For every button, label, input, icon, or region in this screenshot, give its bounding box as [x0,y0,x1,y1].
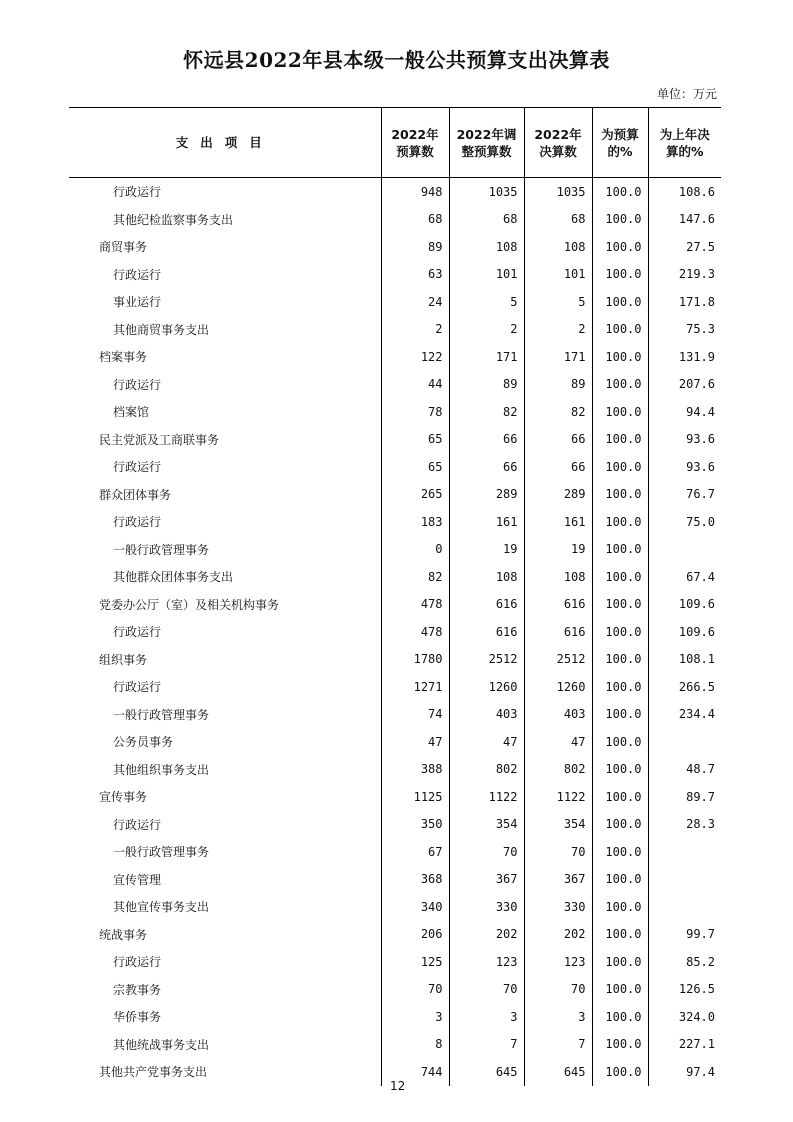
row-final: 403 [524,701,592,729]
row-adjusted: 47 [449,728,524,756]
row-pct-last [648,838,721,866]
table-row [69,838,721,866]
row-pct-last: 227.1 [648,1031,721,1059]
row-final: 802 [524,756,592,784]
row-item-name: 一般行政管理事务 [113,542,210,557]
row-pct-last: 28.3 [648,811,721,839]
row-item-name: 民主党派及工商联事务 [99,432,220,447]
row-pct-budget: 100.0 [592,288,648,316]
row-pct-last: 75.3 [648,316,721,344]
row-budget: 206 [381,921,449,949]
row-pct-last [648,728,721,756]
row-item-name: 行政运行 [113,460,162,475]
row-adjusted: 2512 [449,646,524,674]
row-pct-last: 207.6 [648,371,721,399]
row-adjusted: 289 [449,481,524,509]
row-adjusted: 68 [449,206,524,234]
row-budget: 1125 [381,783,449,811]
row-adjusted: 89 [449,371,524,399]
row-adjusted: 403 [449,701,524,729]
row-pct-last: 109.6 [648,591,721,619]
expenditure-table [69,107,721,1086]
row-final: 19 [524,536,592,564]
row-pct-budget: 100.0 [592,563,648,591]
table-row [69,426,721,454]
row-pct-budget: 100.0 [592,866,648,894]
row-adjusted: 354 [449,811,524,839]
row-budget: 65 [381,453,449,481]
row-budget: 74 [381,701,449,729]
row-adjusted: 5 [449,288,524,316]
table-row [69,1031,721,1059]
row-final: 616 [524,618,592,646]
row-final: 66 [524,453,592,481]
row-adjusted: 7 [449,1031,524,1059]
row-budget: 368 [381,866,449,894]
header-item: 支出项目 [69,108,381,178]
row-adjusted: 101 [449,261,524,289]
row-final: 1035 [524,178,592,206]
table-row [69,233,721,261]
row-final: 82 [524,398,592,426]
row-item-name: 档案事务 [99,350,148,365]
table-row [69,536,721,564]
row-item-name: 党委办公厅（室）及相关机构事务 [99,597,280,612]
table-row [69,811,721,839]
row-pct-budget: 100.0 [592,921,648,949]
row-pct-last: 126.5 [648,976,721,1004]
row-item-name: 其他统战事务支出 [113,1037,210,1052]
table-row [69,618,721,646]
row-item-name: 其他组织事务支出 [113,762,210,777]
row-adjusted: 616 [449,618,524,646]
row-pct-budget: 100.0 [592,838,648,866]
row-pct-last: 93.6 [648,453,721,481]
row-pct-last: 85.2 [648,948,721,976]
row-budget: 183 [381,508,449,536]
row-budget: 82 [381,563,449,591]
row-item-name: 行政运行 [113,955,162,970]
row-pct-budget: 100.0 [592,481,648,509]
row-budget: 265 [381,481,449,509]
row-adjusted: 1260 [449,673,524,701]
table-row [69,398,721,426]
row-budget: 24 [381,288,449,316]
row-final: 89 [524,371,592,399]
table-row [69,481,721,509]
row-pct-budget: 100.0 [592,976,648,1004]
table-row [69,976,721,1004]
row-item-name: 其他商贸事务支出 [113,322,210,337]
row-pct-last: 324.0 [648,1003,721,1031]
row-item-name: 事业运行 [113,295,162,310]
row-item-name: 统战事务 [99,927,148,942]
table-row [69,783,721,811]
row-pct-budget: 100.0 [592,343,648,371]
row-pct-budget: 100.0 [592,1003,648,1031]
row-pct-budget: 100.0 [592,756,648,784]
row-pct-budget: 100.0 [592,618,648,646]
table-row [69,261,721,289]
row-item-name: 其他宣传事务支出 [113,900,210,915]
row-adjusted: 108 [449,233,524,261]
row-pct-last: 94.4 [648,398,721,426]
row-final: 47 [524,728,592,756]
row-item-name: 行政运行 [113,817,162,832]
row-budget: 65 [381,426,449,454]
row-final: 354 [524,811,592,839]
row-item-name: 商贸事务 [99,240,148,255]
row-pct-budget: 100.0 [592,591,648,619]
row-budget: 8 [381,1031,449,1059]
row-adjusted: 3 [449,1003,524,1031]
row-pct-last: 234.4 [648,701,721,729]
table-row [69,866,721,894]
row-final: 202 [524,921,592,949]
table-row [69,206,721,234]
row-adjusted: 2 [449,316,524,344]
row-adjusted: 171 [449,343,524,371]
table-row [69,893,721,921]
row-budget: 388 [381,756,449,784]
table-row [69,646,721,674]
row-pct-last: 99.7 [648,921,721,949]
table-row [69,508,721,536]
row-budget: 122 [381,343,449,371]
row-pct-budget: 100.0 [592,178,648,206]
row-pct-last: 131.9 [648,343,721,371]
row-adjusted: 616 [449,591,524,619]
row-adjusted: 645 [449,1058,524,1086]
row-budget: 1271 [381,673,449,701]
row-item-name: 宗教事务 [113,982,162,997]
row-final: 5 [524,288,592,316]
row-final: 330 [524,893,592,921]
row-pct-last: 147.6 [648,206,721,234]
row-pct-last: 75.0 [648,508,721,536]
table-row [69,728,721,756]
row-pct-budget: 100.0 [592,1058,648,1086]
row-budget: 125 [381,948,449,976]
row-budget: 1780 [381,646,449,674]
row-item-name: 行政运行 [113,267,162,282]
row-pct-last: 67.4 [648,563,721,591]
table-row [69,701,721,729]
row-pct-last: 108.6 [648,178,721,206]
row-item-name: 行政运行 [113,680,162,695]
row-final: 70 [524,976,592,1004]
row-pct-budget: 100.0 [592,398,648,426]
row-item-name: 其他纪检监察事务支出 [113,212,234,227]
table-row [69,1003,721,1031]
row-budget: 89 [381,233,449,261]
row-item-name: 华侨事务 [113,1010,162,1025]
row-budget: 47 [381,728,449,756]
table-row [69,178,721,206]
row-budget: 44 [381,371,449,399]
row-pct-budget: 100.0 [592,811,648,839]
row-final: 108 [524,233,592,261]
row-pct-budget: 100.0 [592,1031,648,1059]
table-row [69,756,721,784]
row-item-name: 行政运行 [113,515,162,530]
row-adjusted: 19 [449,536,524,564]
row-pct-budget: 100.0 [592,453,648,481]
row-adjusted: 66 [449,453,524,481]
row-final: 367 [524,866,592,894]
row-item-name: 行政运行 [113,185,162,200]
row-item-name: 一般行政管理事务 [113,707,210,722]
row-item-name: 行政运行 [113,377,162,392]
table-row [69,316,721,344]
row-pct-last [648,893,721,921]
row-budget: 744 [381,1058,449,1086]
row-final: 2512 [524,646,592,674]
table-row [69,453,721,481]
row-adjusted: 1035 [449,178,524,206]
row-adjusted: 202 [449,921,524,949]
unit-label: 单位：万元 [656,87,717,101]
row-pct-last: 219.3 [648,261,721,289]
row-pct-budget: 100.0 [592,371,648,399]
row-pct-last: 76.7 [648,481,721,509]
page-number: 12 [390,1079,406,1093]
row-item-name: 群众团体事务 [99,487,172,502]
row-item-name: 其他共产党事务支出 [99,1065,208,1080]
row-adjusted: 82 [449,398,524,426]
row-pct-budget: 100.0 [592,673,648,701]
table-row [69,673,721,701]
row-pct-budget: 100.0 [592,783,648,811]
header-pct-budget: 为预算的% [592,108,648,178]
row-final: 171 [524,343,592,371]
row-final: 616 [524,591,592,619]
row-pct-budget: 100.0 [592,728,648,756]
header-final: 2022年决算数 [524,108,592,178]
row-item-name: 公务员事务 [113,735,174,750]
row-item-name: 行政运行 [113,625,162,640]
row-final: 68 [524,206,592,234]
row-final: 3 [524,1003,592,1031]
row-pct-budget: 100.0 [592,233,648,261]
row-item-name: 组织事务 [99,652,148,667]
row-item-name: 一般行政管理事务 [113,845,210,860]
row-final: 1260 [524,673,592,701]
row-pct-budget: 100.0 [592,646,648,674]
row-pct-last: 93.6 [648,426,721,454]
row-pct-last: 27.5 [648,233,721,261]
row-pct-last [648,866,721,894]
row-pct-budget: 100.0 [592,261,648,289]
row-final: 101 [524,261,592,289]
row-adjusted: 802 [449,756,524,784]
row-budget: 478 [381,618,449,646]
header-budget: 2022年预算数 [381,108,449,178]
row-adjusted: 367 [449,866,524,894]
row-item-name: 档案馆 [113,405,150,420]
row-final: 2 [524,316,592,344]
table-row [69,288,721,316]
row-budget: 78 [381,398,449,426]
row-budget: 3 [381,1003,449,1031]
row-pct-last: 109.6 [648,618,721,646]
row-adjusted: 1122 [449,783,524,811]
row-adjusted: 70 [449,838,524,866]
header-pct-last: 为上年决算的% [648,108,721,178]
row-final: 70 [524,838,592,866]
row-adjusted: 70 [449,976,524,1004]
row-pct-last: 266.5 [648,673,721,701]
row-final: 289 [524,481,592,509]
row-pct-last [648,536,721,564]
row-pct-last: 171.8 [648,288,721,316]
row-budget: 340 [381,893,449,921]
table-header-row [69,108,721,178]
row-item-name: 宣传事务 [99,790,148,805]
row-budget: 0 [381,536,449,564]
row-budget: 948 [381,178,449,206]
row-budget: 2 [381,316,449,344]
row-item-name: 其他群众团体事务支出 [113,570,234,585]
row-pct-budget: 100.0 [592,701,648,729]
row-pct-budget: 100.0 [592,316,648,344]
header-adjusted: 2022年调整预算数 [449,108,524,178]
row-adjusted: 108 [449,563,524,591]
row-pct-budget: 100.0 [592,206,648,234]
table-row [69,948,721,976]
row-budget: 478 [381,591,449,619]
row-final: 1122 [524,783,592,811]
row-final: 7 [524,1031,592,1059]
table-row [69,591,721,619]
table-row [69,563,721,591]
table-body [69,178,721,1086]
row-adjusted: 66 [449,426,524,454]
row-budget: 67 [381,838,449,866]
row-pct-budget: 100.0 [592,508,648,536]
row-item-name: 宣传管理 [113,872,162,887]
row-final: 645 [524,1058,592,1086]
row-final: 66 [524,426,592,454]
row-pct-budget: 100.0 [592,426,648,454]
page-title: 怀远县2022年县本级一般公共预算支出决算表 [183,48,610,72]
row-budget: 63 [381,261,449,289]
row-pct-budget: 100.0 [592,536,648,564]
table-row [69,921,721,949]
row-pct-last: 48.7 [648,756,721,784]
row-adjusted: 161 [449,508,524,536]
row-final: 161 [524,508,592,536]
row-budget: 350 [381,811,449,839]
row-budget: 70 [381,976,449,1004]
row-adjusted: 123 [449,948,524,976]
row-budget: 68 [381,206,449,234]
row-pct-last: 89.7 [648,783,721,811]
row-pct-budget: 100.0 [592,948,648,976]
row-pct-last: 97.4 [648,1058,721,1086]
row-final: 123 [524,948,592,976]
row-pct-last: 108.1 [648,646,721,674]
table-row [69,343,721,371]
row-pct-budget: 100.0 [592,893,648,921]
row-final: 108 [524,563,592,591]
row-adjusted: 330 [449,893,524,921]
table-row [69,371,721,399]
